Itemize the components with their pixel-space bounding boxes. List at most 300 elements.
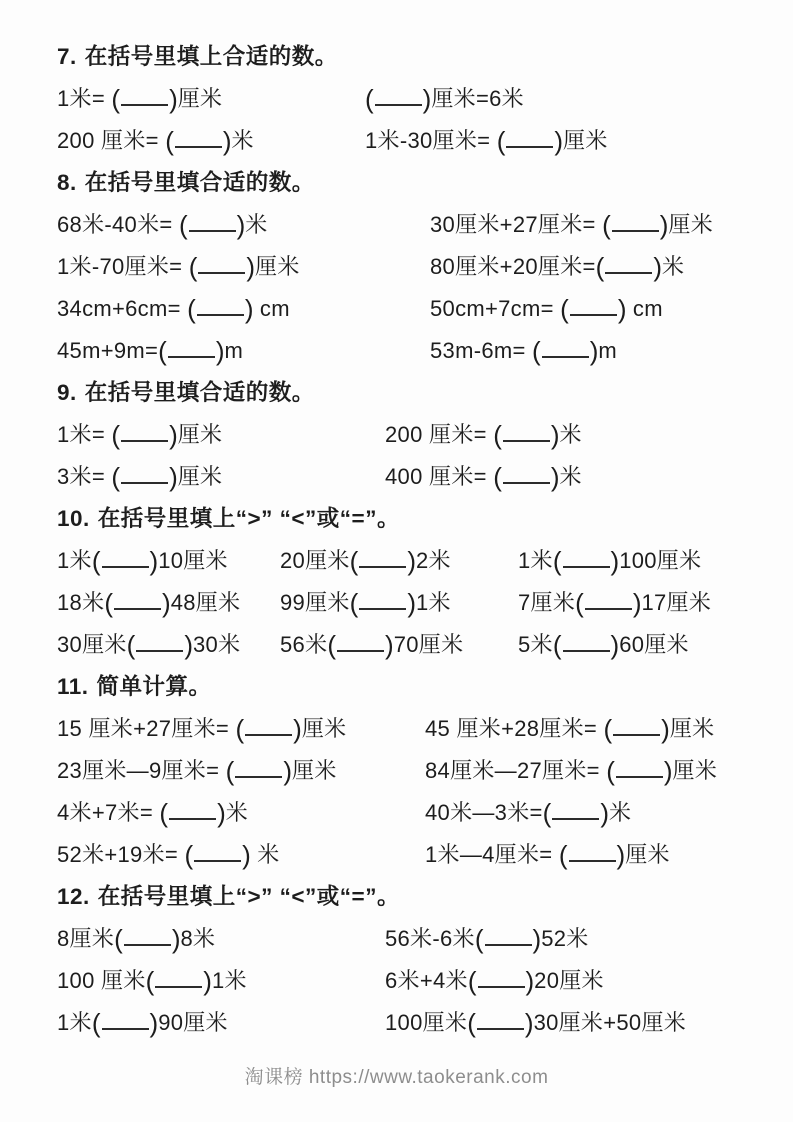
- answer-blank: [327, 630, 394, 660]
- close-paren: ): [550, 462, 560, 492]
- blank-underline: [121, 100, 168, 106]
- problem: [57, 1002, 228, 1044]
- problem-text-after: 厘米: [672, 758, 718, 783]
- problem: [57, 834, 280, 876]
- section-number: 8.: [57, 170, 77, 195]
- problem-text-before: 50cm+7cm=: [430, 296, 561, 321]
- blank-underline: [503, 478, 550, 484]
- blank-underline: [198, 268, 245, 274]
- section-title: 在括号里填上合适的数。: [84, 44, 338, 69]
- section-number: 12.: [57, 884, 90, 909]
- answer-blank: [467, 1008, 534, 1038]
- problem: [57, 750, 337, 792]
- open-paren: (: [104, 588, 114, 618]
- close-paren: ): [217, 798, 226, 828]
- open-paren: (: [178, 210, 188, 240]
- problem-text-before: 100 厘米: [57, 968, 146, 993]
- close-paren: ): [589, 336, 599, 366]
- problem-row: [57, 246, 767, 288]
- problem-row: [57, 750, 767, 792]
- open-paren: (: [560, 294, 569, 324]
- problem-text-after: 厘米: [669, 716, 715, 741]
- open-paren: (: [602, 210, 611, 240]
- problem: [57, 78, 222, 120]
- answer-blank: [188, 252, 256, 282]
- problem: [385, 918, 589, 960]
- problem-text-before: 30厘米+27厘米=: [430, 212, 603, 237]
- problem-row: [57, 792, 767, 834]
- close-paren: ): [524, 1008, 534, 1038]
- blank-underline: [477, 1024, 524, 1030]
- close-paren: ): [283, 756, 293, 786]
- open-paren: (: [111, 462, 121, 492]
- problem-text-before: 1米: [518, 548, 553, 573]
- problem: [385, 456, 582, 498]
- problem-text-before: 8厘米: [57, 926, 115, 951]
- blank-underline: [616, 772, 663, 778]
- section-number: 10.: [57, 506, 90, 531]
- section-number: 11.: [57, 674, 89, 699]
- section-title: 在括号里填上“>” “<”或“=”。: [97, 506, 400, 531]
- answer-blank: [552, 630, 620, 660]
- open-paren: (: [532, 336, 541, 366]
- problem-text-before: 200 厘米=: [385, 422, 494, 447]
- answer-blank: [602, 210, 669, 240]
- close-paren: ): [244, 294, 254, 324]
- answer-blank: [558, 840, 626, 870]
- problem-text-after: cm: [626, 296, 663, 321]
- open-paren: (: [467, 1008, 476, 1038]
- section-header-10: [57, 498, 767, 540]
- open-paren: (: [188, 252, 198, 282]
- close-paren: ): [162, 588, 171, 618]
- problem-text-after: 厘米: [625, 842, 670, 867]
- blank-underline: [585, 604, 632, 610]
- problem-text-after: 2米: [416, 548, 451, 573]
- problem-text-before: 6米+4米: [385, 968, 468, 993]
- problem-text-before: 100厘米: [385, 1010, 468, 1035]
- blank-underline: [194, 856, 241, 862]
- open-paren: (: [552, 546, 562, 576]
- blank-underline: [605, 268, 652, 274]
- close-paren: ): [617, 294, 627, 324]
- problem: [57, 708, 346, 750]
- problem-text-after: 1米: [416, 590, 451, 615]
- answer-blank: [467, 966, 535, 996]
- section-header-8: [57, 162, 767, 204]
- close-paren: ): [222, 126, 232, 156]
- open-paren: (: [552, 630, 562, 660]
- blank-underline: [197, 310, 244, 316]
- open-paren: (: [111, 84, 121, 114]
- close-paren: ): [169, 84, 178, 114]
- open-paren: (: [165, 126, 174, 156]
- problem-text-after: 厘米: [292, 758, 337, 783]
- problem-text-before: 45 厘米+28厘米=: [425, 716, 604, 741]
- close-paren: ): [525, 966, 535, 996]
- answer-blank: [493, 462, 560, 492]
- worksheet-content: [57, 36, 767, 1044]
- answer-blank: [349, 588, 417, 618]
- close-paren: ): [246, 252, 256, 282]
- problem: [57, 918, 215, 960]
- problem-text-after: 米: [609, 800, 632, 825]
- problem-text-before: 45m+9m=: [57, 338, 159, 363]
- open-paren: (: [467, 966, 477, 996]
- problem: [57, 456, 222, 498]
- answer-blank: [91, 1008, 159, 1038]
- blank-underline: [563, 562, 610, 568]
- blank-underline: [245, 730, 292, 736]
- problem-text-after: m: [224, 338, 244, 363]
- problem: [425, 834, 670, 876]
- problem: [57, 414, 222, 456]
- close-paren: ): [407, 588, 417, 618]
- blank-underline: [359, 604, 406, 610]
- problem-text-after: 米: [245, 212, 268, 237]
- problem-text-after: 8米: [180, 926, 216, 951]
- answer-blank: [349, 546, 417, 576]
- answer-blank: [187, 294, 254, 324]
- problem-text-before: 1米—4厘米=: [425, 842, 559, 867]
- close-paren: ): [407, 546, 417, 576]
- answer-blank: [159, 798, 226, 828]
- close-paren: ): [422, 84, 432, 114]
- answer-blank: [111, 84, 178, 114]
- open-paren: (: [365, 84, 374, 114]
- problem: [57, 792, 248, 834]
- problem-text-after: 厘米: [177, 86, 223, 111]
- close-paren: ): [532, 924, 542, 954]
- open-paren: (: [558, 840, 568, 870]
- problem: [365, 120, 608, 162]
- blank-underline: [121, 436, 168, 442]
- close-paren: ): [149, 546, 159, 576]
- close-paren: ): [550, 420, 560, 450]
- answer-blank: [603, 714, 670, 744]
- problem: [518, 540, 701, 582]
- blank-underline: [542, 352, 589, 358]
- open-paren: (: [595, 252, 605, 282]
- problem-text-after: 厘米: [668, 212, 714, 237]
- problem-text-after: 厘米: [177, 422, 223, 447]
- answer-blank: [104, 588, 171, 618]
- blank-underline: [169, 814, 216, 820]
- problem-text-before: 4米+7米=: [57, 800, 160, 825]
- open-paren: (: [542, 798, 552, 828]
- problem: [385, 960, 604, 1002]
- answer-blank: [165, 126, 232, 156]
- blank-underline: [155, 982, 202, 988]
- problem-text-after: 30米: [193, 632, 241, 657]
- blank-underline: [175, 142, 222, 148]
- problem-text-before: 56米-6米: [385, 926, 475, 951]
- problem: [518, 582, 711, 624]
- problem-row: [57, 708, 767, 750]
- blank-underline: [189, 226, 236, 232]
- blank-underline: [569, 856, 616, 862]
- open-paren: (: [159, 798, 169, 828]
- problem-text-before: 34cm+6cm=: [57, 296, 188, 321]
- answer-blank: [542, 798, 609, 828]
- problem: [365, 78, 524, 120]
- answer-blank: [91, 546, 159, 576]
- answer-blank: [496, 126, 564, 156]
- section-header-12: [57, 876, 767, 918]
- answer-blank: [126, 630, 194, 660]
- close-paren: ): [659, 210, 669, 240]
- problem-text-after: 米: [250, 842, 280, 867]
- answer-blank: [365, 84, 432, 114]
- blank-underline: [136, 646, 183, 652]
- open-paren: (: [493, 420, 502, 450]
- blank-underline: [235, 772, 282, 778]
- open-paren: (: [349, 588, 359, 618]
- problem: [280, 582, 451, 624]
- open-paren: (: [145, 966, 155, 996]
- open-paren: (: [235, 714, 245, 744]
- answer-blank: [111, 420, 178, 450]
- answer-blank: [560, 294, 627, 324]
- problem-row: [57, 918, 767, 960]
- problem-text-before: 68米-40米=: [57, 212, 179, 237]
- close-paren: ): [169, 462, 178, 492]
- problem-row: [57, 960, 767, 1002]
- problem-text-before: 7厘米: [518, 590, 576, 615]
- open-paren: (: [575, 588, 584, 618]
- blank-underline: [612, 226, 659, 232]
- problem: [57, 204, 268, 246]
- answer-blank: [145, 966, 212, 996]
- problem: [385, 414, 582, 456]
- problem: [57, 582, 240, 624]
- problem-text-before: 3米=: [57, 464, 112, 489]
- blank-underline: [570, 310, 617, 316]
- problem-text-after: 17厘米: [641, 590, 712, 615]
- section-header-11: [57, 666, 767, 708]
- problem-text-after: 100厘米: [619, 548, 702, 573]
- problem-text-before: 18米: [57, 590, 105, 615]
- answer-blank: [111, 462, 178, 492]
- answer-blank: [552, 546, 620, 576]
- problem-row: [57, 78, 767, 120]
- problem: [425, 708, 714, 750]
- blank-underline: [478, 982, 525, 988]
- blank-underline: [168, 352, 215, 358]
- blank-underline: [375, 100, 422, 106]
- answer-blank: [595, 252, 662, 282]
- problem-text-after: 1米: [211, 968, 247, 993]
- answer-blank: [225, 756, 293, 786]
- blank-underline: [337, 646, 384, 652]
- blank-underline: [503, 436, 550, 442]
- problem-row: [57, 204, 767, 246]
- problem: [280, 540, 451, 582]
- section-header-7: [57, 36, 767, 78]
- close-paren: ): [242, 840, 251, 870]
- close-paren: ): [554, 126, 564, 156]
- problem-text-before: 84厘米—27厘米=: [425, 758, 607, 783]
- answer-blank: [184, 840, 251, 870]
- problem: [518, 624, 689, 666]
- problem-text-after: 米: [559, 464, 582, 489]
- open-paren: (: [187, 294, 196, 324]
- answer-blank: [235, 714, 302, 744]
- problem-row: [57, 414, 767, 456]
- section-number: 9.: [57, 380, 77, 405]
- open-paren: (: [225, 756, 235, 786]
- open-paren: (: [91, 546, 101, 576]
- close-paren: ): [171, 924, 181, 954]
- open-paren: (: [114, 924, 123, 954]
- answer-blank: [493, 420, 560, 450]
- problem-text-after: 30厘米+50厘米: [533, 1010, 687, 1035]
- problem-row: [57, 1002, 767, 1044]
- problem: [57, 960, 247, 1002]
- open-paren: (: [603, 714, 613, 744]
- close-paren: ): [616, 840, 626, 870]
- close-paren: ): [385, 630, 394, 660]
- problem-text-before: 1米-70厘米=: [57, 254, 189, 279]
- footer-watermark: 淘课榜 https://www.taokerank.com: [244, 1067, 549, 1088]
- problem: [57, 288, 290, 330]
- problem: [57, 120, 254, 162]
- problem-text-before: 15 厘米+27厘米=: [57, 716, 236, 741]
- problem-text-before: 400 厘米=: [385, 464, 494, 489]
- problem-text-after: 厘米: [177, 464, 223, 489]
- close-paren: ): [661, 714, 670, 744]
- close-paren: ): [215, 336, 225, 366]
- problem-text-after: 10厘米: [158, 548, 228, 573]
- close-paren: ): [663, 756, 673, 786]
- problem-text-after: 60厘米: [619, 632, 689, 657]
- blank-underline: [114, 604, 161, 610]
- section-number: 7.: [57, 44, 77, 69]
- problem-text-before: 30厘米: [57, 632, 127, 657]
- blank-underline: [506, 142, 553, 148]
- blank-underline: [552, 814, 599, 820]
- problem-row: [57, 834, 767, 876]
- close-paren: ): [632, 588, 642, 618]
- close-paren: ): [653, 252, 662, 282]
- blank-underline: [124, 940, 171, 946]
- problem-text-after: 90厘米: [158, 1010, 228, 1035]
- problem-text-after: 厘米=6米: [431, 86, 524, 111]
- open-paren: (: [111, 420, 121, 450]
- problem-text-before: 52米+19米=: [57, 842, 185, 867]
- section-title: 简单计算。: [96, 674, 212, 699]
- problem-text-after: 厘米: [563, 128, 608, 153]
- blank-underline: [102, 562, 149, 568]
- problem-text-before: 5米: [518, 632, 553, 657]
- section-title: 在括号里填合适的数。: [84, 380, 315, 405]
- problem-row: [57, 120, 767, 162]
- problem: [430, 330, 617, 372]
- problem: [385, 1002, 686, 1044]
- problem-text-after: cm: [253, 296, 290, 321]
- close-paren: ): [203, 966, 212, 996]
- problem: [57, 246, 300, 288]
- problem-text-after: 52米: [541, 926, 589, 951]
- problem-text-before: 20厘米: [280, 548, 350, 573]
- blank-underline: [121, 478, 168, 484]
- problem-text-before: 40米—3米=: [425, 800, 543, 825]
- close-paren: ): [149, 1008, 159, 1038]
- open-paren: (: [184, 840, 194, 870]
- problem: [430, 204, 713, 246]
- problem-row: [57, 624, 767, 666]
- problem-row: [57, 582, 767, 624]
- problem-text-after: m: [598, 338, 618, 363]
- answer-blank: [575, 588, 642, 618]
- problem-row: [57, 330, 767, 372]
- blank-underline: [613, 730, 660, 736]
- problem: [425, 750, 717, 792]
- answer-blank: [474, 924, 542, 954]
- blank-underline: [359, 562, 406, 568]
- problem: [57, 624, 240, 666]
- problem-row: [57, 540, 767, 582]
- problem: [57, 540, 228, 582]
- section-title: 在括号里填合适的数。: [84, 170, 315, 195]
- problem-text-before: 1米: [57, 548, 92, 573]
- problem-text-before: 1米=: [57, 422, 112, 447]
- problem-text-before: 1米-30厘米=: [365, 128, 497, 153]
- open-paren: (: [349, 546, 359, 576]
- open-paren: (: [327, 630, 337, 660]
- problem-row: [57, 456, 767, 498]
- problem-text-before: 99厘米: [280, 590, 350, 615]
- section-title: 在括号里填上“>” “<”或“=”。: [97, 884, 400, 909]
- blank-underline: [485, 940, 532, 946]
- problem-text-after: 米: [559, 422, 582, 447]
- close-paren: ): [169, 420, 178, 450]
- open-paren: (: [493, 462, 502, 492]
- problem: [425, 792, 631, 834]
- problem: [430, 246, 684, 288]
- problem-text-after: 48厘米: [170, 590, 241, 615]
- problem: [430, 288, 663, 330]
- problem-text-before: 80厘米+20厘米=: [430, 254, 596, 279]
- close-paren: ): [610, 546, 620, 576]
- section-header-9: [57, 372, 767, 414]
- problem-text-after: 米: [231, 128, 254, 153]
- problem-text-after: 20厘米: [534, 968, 604, 993]
- answer-blank: [114, 924, 181, 954]
- problem-text-after: 70厘米: [393, 632, 464, 657]
- close-paren: ): [293, 714, 302, 744]
- problem: [280, 624, 463, 666]
- problem-text-before: 1米=: [57, 86, 112, 111]
- open-paren: (: [606, 756, 615, 786]
- problem-text-before: 1米: [57, 1010, 92, 1035]
- problem-text-after: 厘米: [301, 716, 347, 741]
- problem: [57, 330, 243, 372]
- answer-blank: [178, 210, 246, 240]
- blank-underline: [563, 646, 610, 652]
- open-paren: (: [474, 924, 484, 954]
- open-paren: (: [91, 1008, 101, 1038]
- close-paren: ): [600, 798, 609, 828]
- problem-text-before: 23厘米—9厘米=: [57, 758, 226, 783]
- answer-blank: [606, 756, 673, 786]
- problem-text-after: 米: [225, 800, 249, 825]
- answer-blank: [532, 336, 599, 366]
- problem-row: [57, 288, 767, 330]
- close-paren: ): [236, 210, 246, 240]
- problem-text-after: 米: [661, 254, 685, 279]
- close-paren: ): [184, 630, 194, 660]
